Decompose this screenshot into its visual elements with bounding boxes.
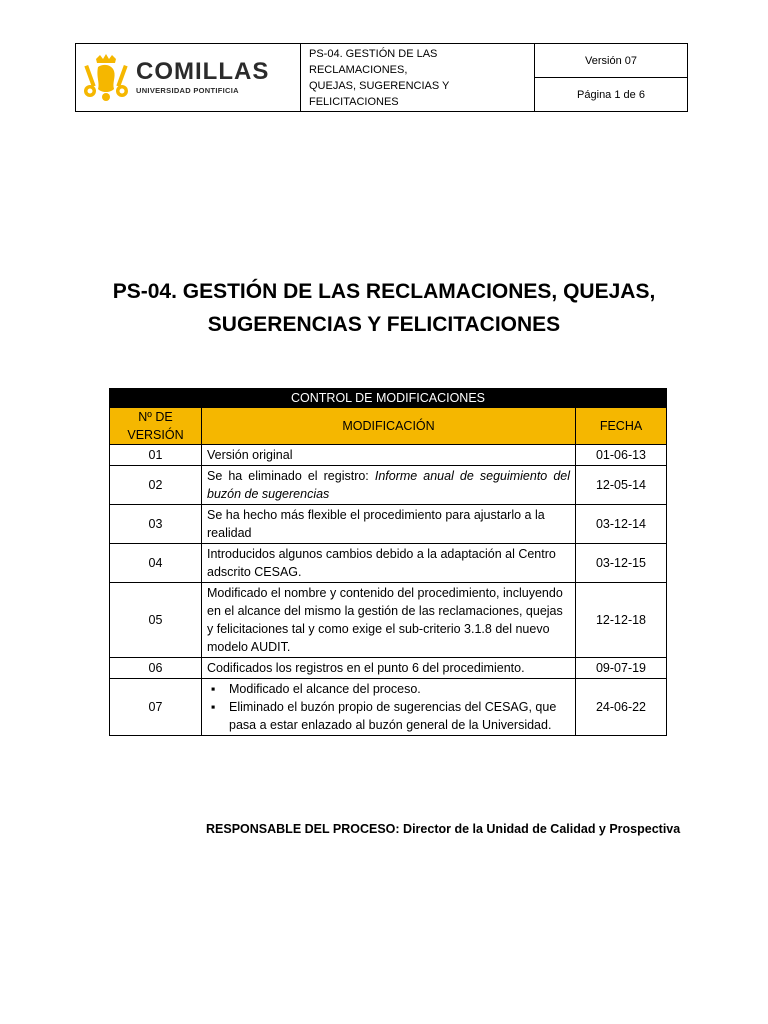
row-modification: Se ha hecho más flexible el procedimiento para ajustarlo a la realidad — [202, 505, 576, 544]
page-title — [0, 275, 768, 341]
row-date: 03-12-14 — [576, 505, 667, 544]
logo-cell — [76, 44, 301, 111]
row-modification-bullets — [207, 680, 570, 734]
table-header-row — [110, 408, 667, 445]
page-title-line1: PS-04. GESTIÓN DE LAS RECLAMACIONES, QUEJAS, — [112, 280, 656, 303]
page-title-line2: SUGERENCIAS Y FELICITACIONES — [207, 313, 561, 336]
table-row — [110, 466, 667, 505]
header-doc-title-line2: QUEJAS, SUGERENCIAS Y FELICITACIONES — [309, 79, 450, 108]
table-row — [110, 583, 667, 658]
table-row — [110, 679, 667, 736]
table-row — [110, 445, 667, 466]
row-version: 01 — [110, 445, 202, 466]
header-date-col: FECHA — [576, 408, 667, 445]
bullet-item: ▪ Eliminado el buzón propio de sugerencias del CESAG, que pasa a estar enlazado al buzón general de la Universidad. — [229, 698, 570, 734]
logo-subtitle: UNIVERSIDAD PONTIFICIA — [136, 86, 239, 95]
row-modification-italic: Informe anual de seguimiento del buzón de sugerencias — [207, 469, 570, 501]
row-modification: Codificados los registros en el punto 6 del procedimiento. — [202, 658, 576, 679]
document-header — [75, 43, 688, 112]
row-date: 12-05-14 — [576, 466, 667, 505]
header-version-col — [110, 408, 202, 445]
responsible-value: Director de la Unidad de Calidad y Prospectiva — [403, 822, 681, 836]
header-doc-title-line1: PS-04. GESTIÓN DE LAS RECLAMACIONES, — [309, 47, 438, 76]
row-modification — [202, 466, 576, 505]
row-modification-prefix: Se ha eliminado el registro: — [207, 469, 375, 483]
row-version: 06 — [110, 658, 202, 679]
row-version: 05 — [110, 583, 202, 658]
row-date: 12-12-18 — [576, 583, 667, 658]
row-date: 09-07-19 — [576, 658, 667, 679]
header-meta — [535, 44, 687, 111]
row-date: 24-06-22 — [576, 679, 667, 736]
row-modification: Introducidos algunos cambios debido a la adaptación al Centro adscrito CESAG. — [202, 544, 576, 583]
responsible-label: RESPONSABLE DEL PROCESO: — [206, 822, 400, 836]
table-banner: CONTROL DE MODIFICACIONES — [110, 389, 667, 408]
row-version: 04 — [110, 544, 202, 583]
header-version: Versión 07 — [535, 44, 687, 78]
header-doc-title — [301, 44, 535, 111]
university-crest-icon — [82, 53, 130, 103]
row-version: 03 — [110, 505, 202, 544]
row-modification — [202, 679, 576, 736]
row-version: 02 — [110, 466, 202, 505]
header-modification-col: MODIFICACIÓN — [202, 408, 576, 445]
table-row — [110, 505, 667, 544]
bullet-item: ▪ Modificado el alcance del proceso. — [229, 680, 570, 698]
table-row — [110, 658, 667, 679]
header-version-line1: Nº DE — [138, 410, 173, 424]
row-modification: Modificado el nombre y contenido del procedimiento, incluyendo en el alcance del mismo la gestión de las reclamaciones, quejas y felicitaciones tal y como exige el sub-criterio 3.1.8 del nuevo modelo AUDIT. — [202, 583, 576, 658]
table-row — [110, 544, 667, 583]
logo-name: COMILLAS — [136, 58, 270, 85]
row-version: 07 — [110, 679, 202, 736]
header-version-line2: VERSIÓN — [127, 428, 184, 442]
header-page-number: Página 1 de 6 — [577, 88, 645, 101]
modifications-table — [109, 388, 667, 736]
logo-wordmark — [136, 60, 269, 95]
process-responsible — [206, 822, 680, 836]
row-modification: Versión original — [202, 445, 576, 466]
row-date: 01-06-13 — [576, 445, 667, 466]
row-date: 03-12-15 — [576, 544, 667, 583]
